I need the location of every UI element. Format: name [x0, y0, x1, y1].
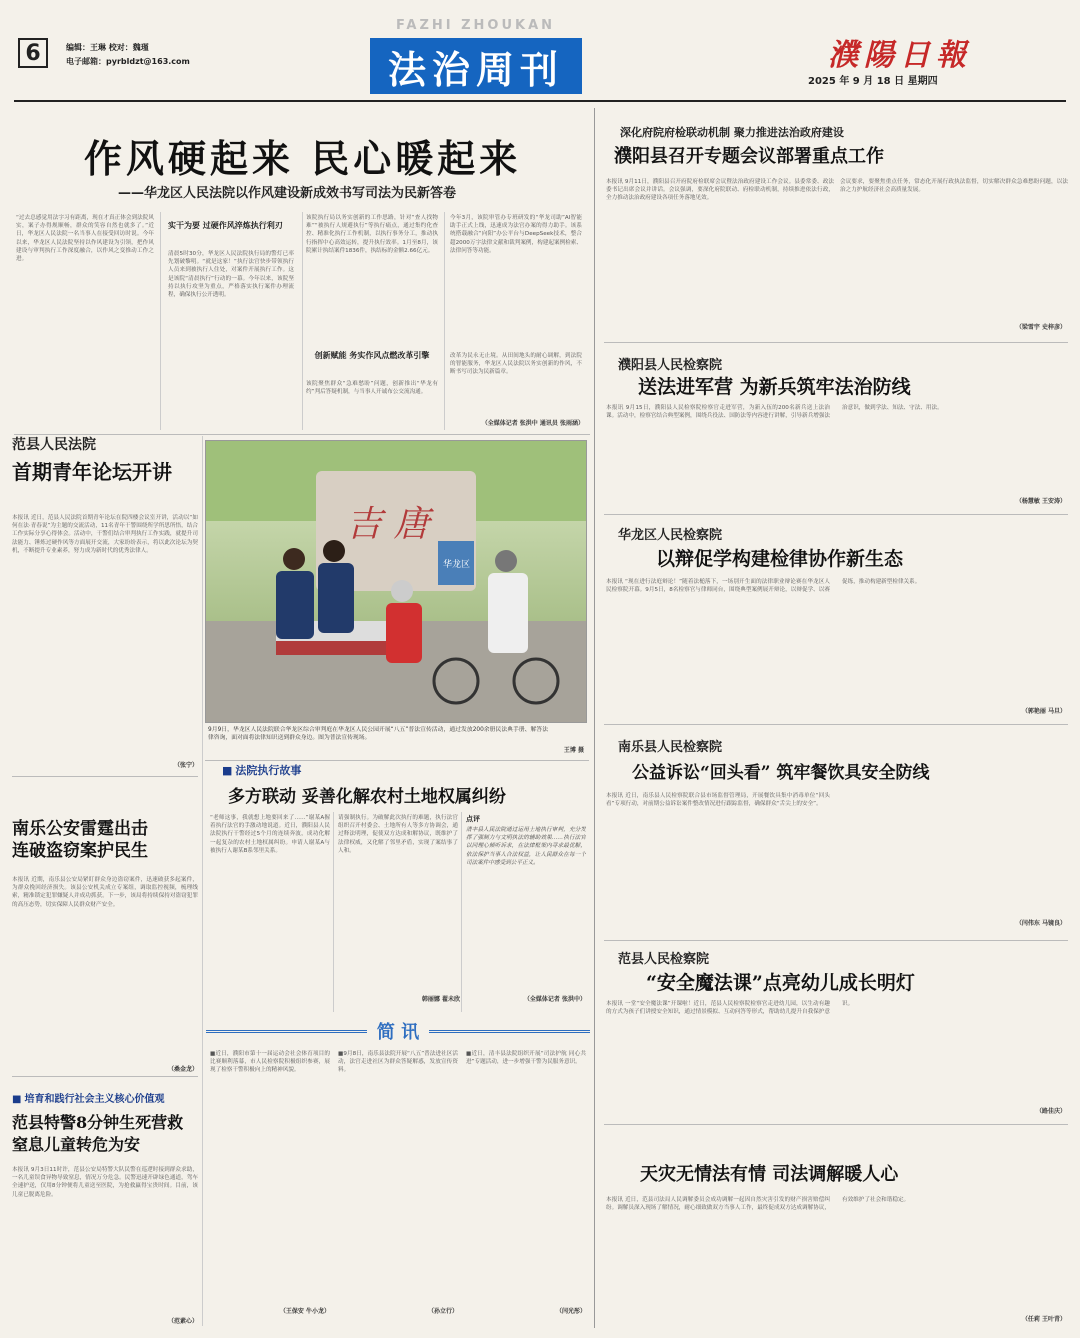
fan-proc-text: 本报讯 一堂“安全魔法课”开课啦！近日，范县人民检察院检察官走进幼儿园，以生动有趣的方式为孩子们讲授安全知识，通过情景模拟、互动问答等形式，帮助幼儿提升自我保护意识。 — [606, 1001, 854, 1016]
puyang-proc-dept: 濮阳县人民检察院 — [618, 358, 723, 373]
lead-col-2: 清晨5时30分，华龙区人民法院执行局的警灯已率先划破黎明。“就是这家！”执行法官快步带领执行人员来到被执行人住处，对案件开展执行工作。这是该院“清晨执行”行动的一幕。今年以来，该院坚持以执行攻坚为重点，严格落实执行案件办理流程，确保执行公开透明。 — [168, 251, 294, 299]
lead-col-1: “过去总感觉用法字习有距离，现在才真正体会到法院风实，案子办得规顺畅，群众的笑容自然也就多了。”近日，华龙区人民法院一名当事人在接受回访时说。今年以来，华龙区人民法院坚持以作风建设为引领，把作风建设与审判执行工作深度融合，以作风之变推动工作之进。 — [16, 215, 154, 263]
lead-col-3: 该院执行局以务实创新的工作思路，针对“查人找物难”“被执行人规避执行”等执行痛点，通过集约化查控、精准化执行工作机制，以执行事务分工，推动执行指挥中心高效运转，提升执行效率。1月至8月，该院累计执结案件1836件，执结标的金额2.66亿元。 — [306, 215, 438, 254]
case-comment-heading: 点评 — [466, 815, 480, 823]
right-lead-kicker: 深化府院府检联动机制 聚力推进法治政府建设 — [620, 126, 844, 139]
nanle-police-byline: （桑金龙） — [167, 1066, 198, 1073]
page-number: 6 — [18, 38, 48, 68]
masthead — [0, 0, 1080, 120]
fan-police-byline: （范素心） — [167, 1318, 198, 1325]
lead-byline: （全媒体记者 张洪中 通讯员 张雨涵） — [481, 420, 584, 427]
lead-col-4: 今年3月，该院审管办专班研发的“华龙司助”AI智能助手正式上线，迅速成为法官办案的得力助手。该系统搭载融合“向阳”办公平台与DeepSeek技术，整合超2000万字法律文献和裁判案例，构建起案例检索、法律问答等功能。 — [450, 215, 582, 254]
brief-col-2-byline: （孙立行） — [427, 1308, 458, 1315]
photo-scene — [206, 441, 587, 723]
fan-forum-text: 本报讯 近日，范县人民法院首期青年论坛在院四楼会议室开讲，活动以“如何在法·青春说”为主题的交流活动，11名青年干警围绕所学所思所悟，结合工作实际分享心得体会。活动中，干警们结合审判执行工作实践，就提升司法能力、锤炼过硬作风等方面展开交流，大家纷纷表示，将以此次论坛为契机，不断提升专业素养，努力成为新时代的优秀法律人。 — [12, 515, 198, 554]
brief-col-1-byline: （王保安 牛小龙） — [279, 1308, 330, 1315]
brief-title-text: 简 讯 — [376, 1022, 420, 1043]
core-values-tag: ■ 培育和践行社会主义核心价值观 — [12, 1090, 164, 1105]
hualong-proc-byline: （郭艳丽 马旦） — [1021, 708, 1066, 715]
mediation-headline: 天灾无情法有情 司法调解暖人心 — [640, 1164, 899, 1185]
lead-headline: 作风硬起来 民心暖起来 — [84, 136, 522, 181]
issue-date: 2025 年 9 月 18 日 星期四 — [808, 76, 938, 87]
nanle-proc-text: 本报讯 近日，南乐县人民检察院联合县市场监督管理局，开展餐饮具集中消毒单位“回头看”专项行动，对前期公益诉讼案件整改情况进行跟踪监督，确保群众“舌尖上的安全”。 — [606, 793, 830, 808]
case-story-byline: 韩丽娜 翟未欣 — [421, 996, 460, 1003]
section-pinyin: FAZHI ZHOUKAN — [396, 18, 556, 33]
case-story-byline-2: （全媒体记者 张洪中） — [523, 996, 586, 1003]
hualong-proc-dept: 华龙区人民检察院 — [618, 528, 723, 543]
case-story-col-2: 请强制执行。为破解此次执行的难题，执行法官组织召开村委会、土地所有人等多方协调会，通过释法明理，促使双方达成和解协议，既维护了法律权威，又化解了邻里矛盾，实现了案结事了人和。 — [338, 815, 458, 854]
banner-text: 华龙区 — [443, 560, 471, 570]
brief-col-2: ■9月8日，南乐县法院开展“八五”普法进社区活动，法官走进社区为群众答疑解惑，发放宣传资料。 — [338, 1051, 458, 1074]
mediation-byline: （任莉 王叶青） — [1021, 1316, 1066, 1323]
nanle-police-text: 本报讯 近期，南乐县公安局紧盯群众身边盗窃案件，迅速破获多起案件，为群众挽回经济损失。该县公安机关成立专案组，调取监控视频，梳理线索，精准锁定犯罪嫌疑人并成功抓获。下一步，该局将持续保持对盗窃犯罪的高压态势，切实保障人民群众财产安全。 — [12, 877, 198, 908]
nanle-proc-byline: （闫伟东 马镜良） — [1015, 920, 1066, 927]
lead-col3-subhead: 创新赋能 务实作风点燃改革引擎 — [314, 351, 430, 360]
case-comment-text: 清丰县人民法院通过运用土地执行审判，充分发挥了强制力与文明执法的辅助效果……执行法官以同理心倾听诉求，在法律框架内寻求最优解，依法保护当事人合法权益，让人民群众在每一个司法案件中感受到公平正义。 — [466, 827, 586, 866]
fan-proc-headline: “安全魔法课”点亮幼儿成长明灯 — [646, 972, 915, 994]
section-title: 法治周刊 — [370, 38, 582, 94]
puyang-proc-byline: （杨慧敏 王安涛） — [1015, 498, 1066, 505]
fan-proc-dept: 范县人民检察院 — [618, 952, 710, 967]
paper-logo: 濮陽日報 — [828, 38, 972, 73]
editor-line: 编辑：王琳 校对：魏瑾 — [66, 43, 149, 52]
brief-col-3: ■近日，清丰县法院组织开展“司法护航 同心共进”专题活动，进一步增强干警为民服务意识。 — [466, 1051, 586, 1066]
lead-subtitle: ——华龙区人民法院以作风建设新成效书写司法为民新答卷 — [118, 186, 457, 201]
fan-forum-byline: （张宁） — [173, 762, 198, 769]
hualong-proc-headline: 以辩促学构建检律协作新生态 — [656, 548, 904, 570]
fan-proc-byline: （路佳庆） — [1035, 1108, 1066, 1115]
photo-credit: 王博 摄 — [563, 747, 584, 754]
mediation-text: 本报讯 近日，范县司法局人民调解委员会成功调解一起因自然灾害引发的财产损害赔偿纠纷。调解员深入现场了解情况，耐心细致做双方当事人工作，最终促成双方达成调解协议，有效维护了社会和谐稳定。 — [606, 1197, 910, 1212]
right-lead-text: 本报讯 9月11日，濮阳县召开府院府检联席会议暨法治政府建设工作会议。县委常委、政法委书记出席会议并讲话。会议强调，要深化府院联动、府检联动机制，持续推进依法行政，全力推动法治政府建设各项任务落地见效。 — [606, 179, 834, 202]
fan-forum-dept: 范县人民法院 — [12, 437, 96, 453]
lead-col-4b: 改革为民永无止境。从田间地头的耐心调解，到法院的智能服务，华龙区人民法院以务实创新的作风，不断书写司法为民新篇章。 — [450, 353, 582, 376]
hualong-proc-text: 本报讯 “现在进行法庭辩论！”随着法槌落下，一场别开生面的法律职业辩论赛在华龙区人民检察院开幕。9月5日，8名检察官与律师同台，围绕典型案例展开辩论，以辩促学、以赛促练，推动构建新型检律关系。 — [606, 579, 921, 594]
right-lead-text-2: 会议要求，要聚焦重点任务，常态化开展行政执法监督，切实解决群众急难愁盼问题，以法治之力护航经济社会高质量发展。 — [840, 179, 1068, 194]
case-story-col-1: “老师这事，我就想上地要回来了……”谢某A握着执行法官的手激动地说道。近日，濮阳县人民法院执行干警经过5个月的连续奔波，成功化解一起复杂的农村土地权属纠纷。申请人谢某A与被执行人谢某B系邻里关系。 — [210, 815, 330, 854]
puyang-proc-headline: 送法进军营 为新兵筑牢法治防线 — [638, 376, 911, 398]
right-lead-byline: （梁雪宇 史梓彦） — [1015, 324, 1066, 331]
news-photo — [205, 440, 587, 723]
case-story-headline: 多方联动 妥善化解农村土地权属纠纷 — [228, 787, 506, 807]
brief-title — [206, 1018, 590, 1044]
brief-col-1: ■近日，濮阳市第十一届运动会社会体育项目的比赛顺利落幕，市人民检察院积极组织参赛，展现了检察干警积极向上的精神风貌。 — [210, 1051, 330, 1074]
fan-forum-headline: 首期青年论坛开讲 — [12, 460, 172, 484]
email-line: 电子邮箱：pyrbldzt@163.com — [66, 57, 190, 66]
case-story-tag: ■ 法院执行故事 — [222, 762, 301, 778]
puyang-proc-text: 本报讯 9月15日，濮阳县人民检察院检察官走进军营，为新入伍的200名新兵送上法治课。活动中，检察官结合典型案例，围绕兵役法、国防法等内容进行讲解，引导新兵增强法治意识，做到学法、知法、守法、用法。 — [606, 405, 943, 420]
svg-text:吉 唐: 吉 唐 — [346, 504, 430, 545]
right-lead-headline: 濮阳县召开专题会议部署重点工作 — [614, 146, 884, 167]
lead-col2-subhead: 实干为要 过硬作风淬炼执行利刃 — [168, 221, 283, 230]
fan-police-headline: 范县特警8分钟生死营救 窒息儿童转危为安 — [12, 1113, 184, 1154]
nanle-proc-headline: 公益诉讼“回头看” 筑牢餐饮具安全防线 — [632, 763, 930, 783]
fan-police-text: 本报讯 9月3日11时许，范县公安局特警大队民警在巡逻时接到群众求助，一名儿童误食异物导致窒息，情况万分危急。民警迅速开辟绿色通道，驾车全速护送，仅用8分钟便将儿童送至医院，为抢救赢得宝贵时间。目前，该儿童已脱离危险。 — [12, 1167, 198, 1198]
brief-col-3-byline: （闫光彤） — [555, 1308, 586, 1315]
nanle-proc-dept: 南乐县人民检察院 — [618, 740, 723, 755]
lead-col-3b: 该院聚焦群众“急难愁盼”问题，创新推出“华龙有约”判后答疑机制，与当事人开诚布公交流沟通。 — [306, 381, 438, 396]
nanle-police-headline: 南乐公安雷霆出击 连破盗窃案护民生 — [12, 819, 148, 861]
photo-caption: 9月9日，华龙区人民法院联合华龙区综合审判庭在华龙区人民公园开展“八五”普法宣传活动，通过发放200余册民法典手册、解答法律咨询，面对面将法律知识送到群众身边。图为普法宣传现场。 — [208, 727, 548, 741]
